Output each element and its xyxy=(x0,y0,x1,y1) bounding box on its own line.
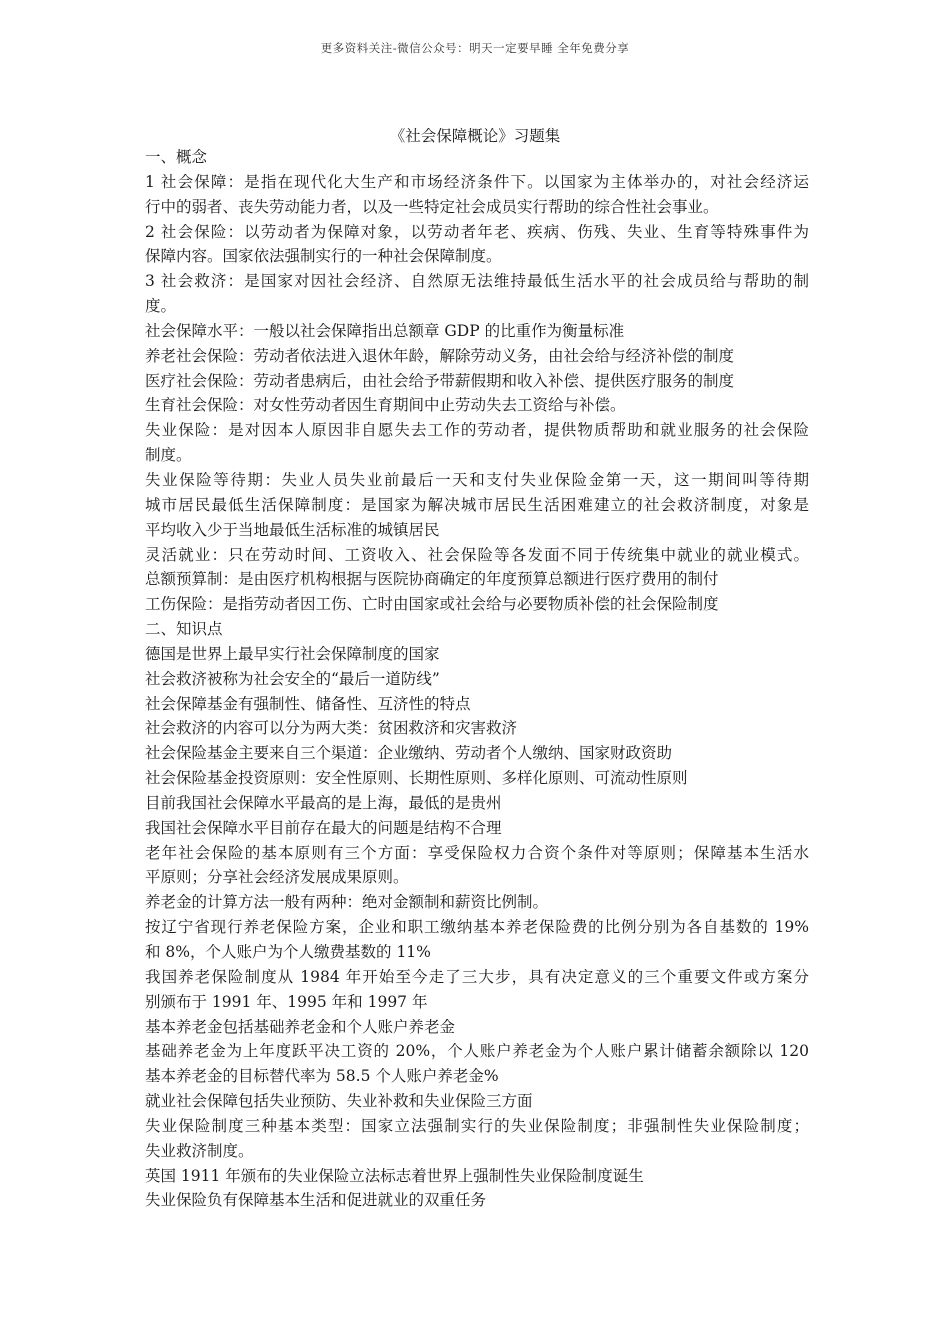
text-line: 失业救济制度。 xyxy=(145,1141,254,1160)
text-line: 我国社会保障水平目前存在最大的问题是结构不合理 xyxy=(145,818,502,837)
text-line: 总额预算制：是由医疗机构根据与医院协商确定的年度预算总额进行医疗费用的制付 xyxy=(145,570,719,589)
text-line: 社会救济被称为社会安全的“最后一道防线” xyxy=(145,669,440,688)
text-line: 就业社会保障包括失业预防、失业补救和失业保险三方面 xyxy=(145,1092,533,1111)
text-line: 失业保险负有保障基本生活和促进就业的双重任务 xyxy=(145,1191,487,1210)
text-line: 别颁布于 1991 年、1995 年和 1997 年 xyxy=(145,992,428,1011)
text-line: 1 社会保障：是指在现代化大生产和市场经济条件下。以国家为主体举办的，对社会经济运 xyxy=(145,172,809,191)
text-line: 度。 xyxy=(145,297,177,316)
text-line: 城市居民最低生活保障制度：是国家为解决城市居民生活困难建立的社会救济制度，对象是 xyxy=(145,495,809,514)
text-line: 保障内容。国家依法强制实行的一种社会保障制度。 xyxy=(145,247,502,266)
text-line: 养老金的计算方法一般有两种：绝对金额制和薪资比例制。 xyxy=(145,893,549,912)
text-line: 基本养老金包括基础养老金和个人账户养老金 xyxy=(145,1017,456,1036)
text-line: 2 社会保险：以劳动者为保障对象，以劳动者年老、疾病、伤残、失业、生育等特殊事件为 xyxy=(145,222,809,241)
text-line: 3 社会救济：是国家对因社会经济、自然原无法维持最低生活水平的社会成员给与帮助的制 xyxy=(145,272,809,291)
text-line: 失业保险等待期：失业人员失业前最后一天和支付失业保险金第一天，这一期间叫等待期 xyxy=(145,470,809,489)
document-title: 《社会保障概论》习题集 xyxy=(389,127,561,145)
text-line: 基础养老金为上年度跃平决工资的 20%，个人账户养老金为个人账户累计储蓄余额除以 120 xyxy=(145,1042,809,1061)
text-line: 养老社会保险：劳动者依法进入退休年龄，解除劳动义务，由社会给与经济补偿的制度 xyxy=(145,346,735,365)
text-line: 失业保险制度三种基本类型：国家立法强制实行的失业保险制度；非强制性失业保险制度； xyxy=(145,1116,809,1135)
document-body xyxy=(145,145,809,1213)
text-line: 英国 1911 年颁布的失业保险立法标志着世界上强制性失业保险制度诞生 xyxy=(145,1166,644,1185)
text-line: 生育社会保险：对女性劳动者因生育期间中止劳动失去工资给与补偿。 xyxy=(145,396,626,415)
text-line: 一、概念 xyxy=(145,148,208,166)
text-line: 社会保障基金有强制性、储备性、互济性的特点 xyxy=(145,694,471,713)
text-line: 社会救济的内容可以分为两大类：贫困救济和灾害救济 xyxy=(145,719,518,738)
text-line: 灵活就业：只在劳动时间、工资收入、社会保险等各发面不同于传统集中就业的就业模式。 xyxy=(145,545,809,564)
text-line: 社会保险基金投资原则：安全性原则、长期性原则、多样化原则、可流动性原则 xyxy=(145,769,688,788)
text-line: 平均收入少于当地最低生活标准的城镇居民 xyxy=(145,520,440,539)
text-line: 二、知识点 xyxy=(145,620,223,639)
text-line: 基本养老金的目标替代率为 58.5 个人账户养老金% xyxy=(145,1067,499,1086)
text-line: 社会保障水平：一般以社会保障指出总额章 GDP 的比重作为衡量标准 xyxy=(145,321,625,340)
text-line: 和 8%，个人账户为个人缴费基数的 11% xyxy=(145,943,431,961)
header-note: 更多资料关注-微信公众号：明天一定要早睡 全年免费分享 xyxy=(320,41,630,55)
text-line: 平原则；分享社会经济发展成果原则。 xyxy=(145,868,409,887)
text-line: 失业保险：是对因本人原因非自愿失去工作的劳动者，提供物质帮助和就业服务的社会保险 xyxy=(145,421,809,440)
text-line: 制度。 xyxy=(145,446,192,465)
text-line: 老年社会保险的基本原则有三个方面：享受保险权力合资个条件对等原则；保障基本生活水 xyxy=(145,843,809,862)
text-line: 行中的弱者、丧失劳动能力者，以及一些特定社会成员实行帮助的综合性社会事业。 xyxy=(145,197,719,216)
text-line: 目前我国社会保障水平最高的是上海，最低的是贵州 xyxy=(145,793,502,812)
text-line: 医疗社会保险：劳动者患病后，由社会给予带薪假期和收入补偿、提供医疗服务的制度 xyxy=(145,371,735,390)
text-line: 德国是世界上最早实行社会保障制度的国家 xyxy=(145,644,440,663)
text-line: 工伤保险：是指劳动者因工伤、亡时由国家或社会给与必要物质补偿的社会保险制度 xyxy=(145,595,719,614)
text-line: 我国养老保险制度从 1984 年开始至今走了三大步，具有决定意义的三个重要文件或方案分 xyxy=(145,967,809,986)
text-line: 按辽宁省现行养老保险方案，企业和职工缴纳基本养老保险费的比例分别为各自基数的 19% xyxy=(145,918,809,937)
text-line: 社会保险基金主要来自三个渠道：企业缴纳、劳动者个人缴纳、国家财政资助 xyxy=(145,744,673,763)
